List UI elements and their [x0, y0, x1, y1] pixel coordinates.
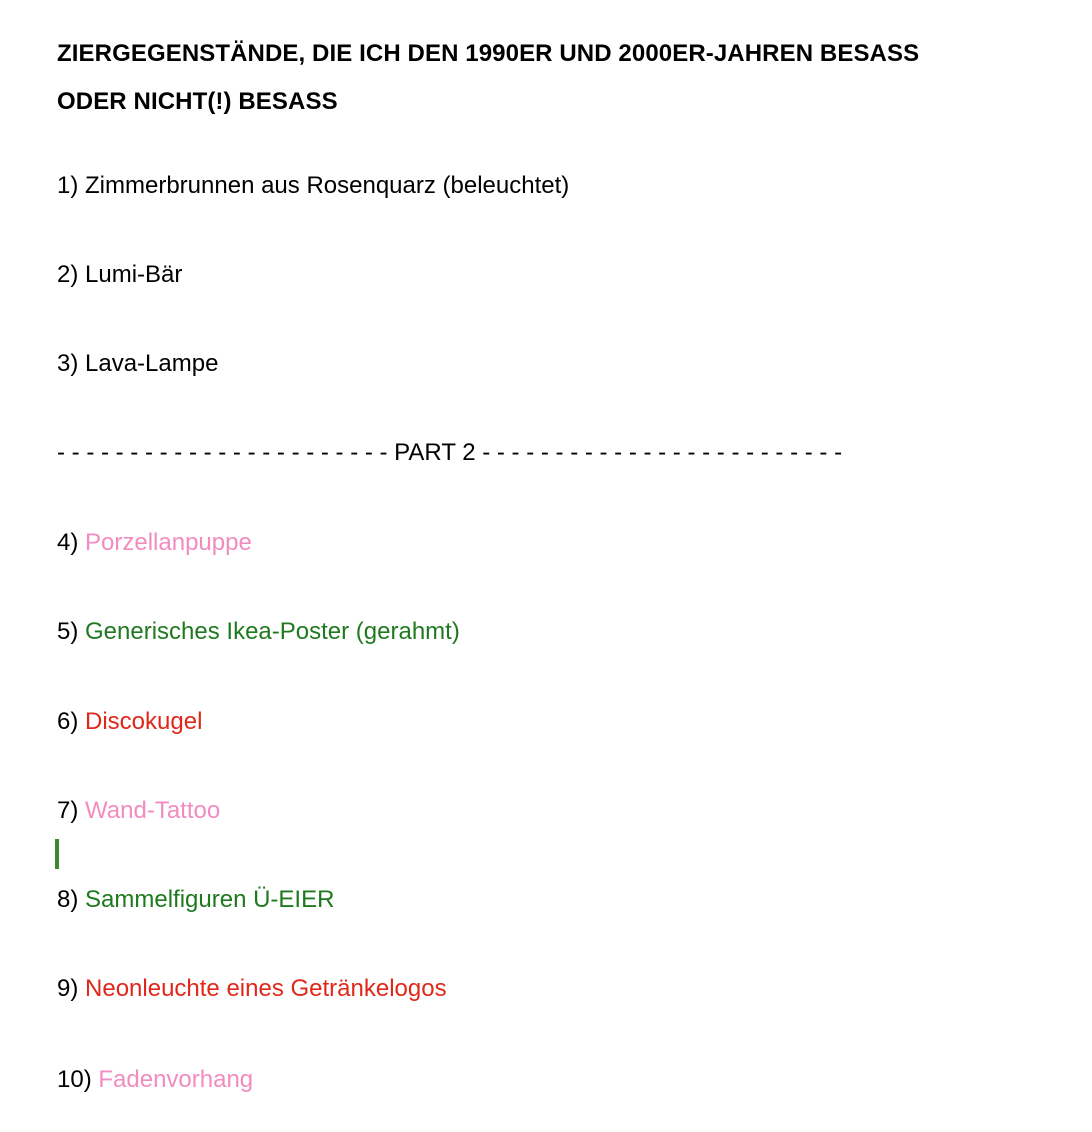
- item-text: Discokugel: [85, 708, 203, 735]
- item-text: Fadenvorhang: [98, 1066, 254, 1093]
- item-text: Sammelfiguren Ü-EIER: [85, 886, 335, 913]
- list-item: [57, 706, 202, 738]
- item-number: 2): [57, 261, 79, 288]
- list-item: [57, 259, 182, 291]
- list-item: [57, 527, 252, 559]
- title-line-1: ZIERGEGENSTÄNDE, DIE ICH DEN 1990ER UND 2000ER-JAHREN BESASS: [57, 40, 920, 67]
- item-text: Zimmerbrunnen aus Rosenquarz (beleuchtet): [85, 172, 570, 199]
- item-number: 5): [57, 618, 79, 645]
- item-text: Lumi-Bär: [85, 261, 183, 288]
- title-line-2: ODER NICHT(!) BESASS: [57, 88, 338, 115]
- text-cursor: [55, 839, 59, 869]
- item-text: Lava-Lampe: [85, 350, 219, 377]
- item-text: Neonleuchte eines Getränkelogos: [85, 975, 447, 1002]
- item-number: 6): [57, 708, 79, 735]
- list-item: [57, 170, 569, 202]
- list-item: [57, 1064, 253, 1096]
- list-item: [57, 884, 334, 916]
- list-item: [57, 616, 460, 648]
- item-number: 1): [57, 172, 79, 199]
- item-number: 7): [57, 797, 79, 824]
- item-text: Porzellanpuppe: [85, 529, 252, 556]
- item-number: 9): [57, 975, 79, 1002]
- item-text: Wand-Tattoo: [85, 797, 221, 824]
- document-title: [57, 30, 919, 126]
- part-separator: - - - - - - - - - - - - - - - - - - - - - - - PART 2 - - - - - - - - - - - - - - - - - - - - - - - - -: [57, 439, 843, 466]
- list-item: [57, 348, 218, 380]
- item-text: Generisches Ikea-Poster (gerahmt): [85, 618, 460, 645]
- item-number: 4): [57, 529, 79, 556]
- list-item: [57, 795, 220, 827]
- list-item: [57, 973, 447, 1005]
- item-number: 10): [57, 1066, 92, 1093]
- item-number: 3): [57, 350, 79, 377]
- item-number: 8): [57, 886, 79, 913]
